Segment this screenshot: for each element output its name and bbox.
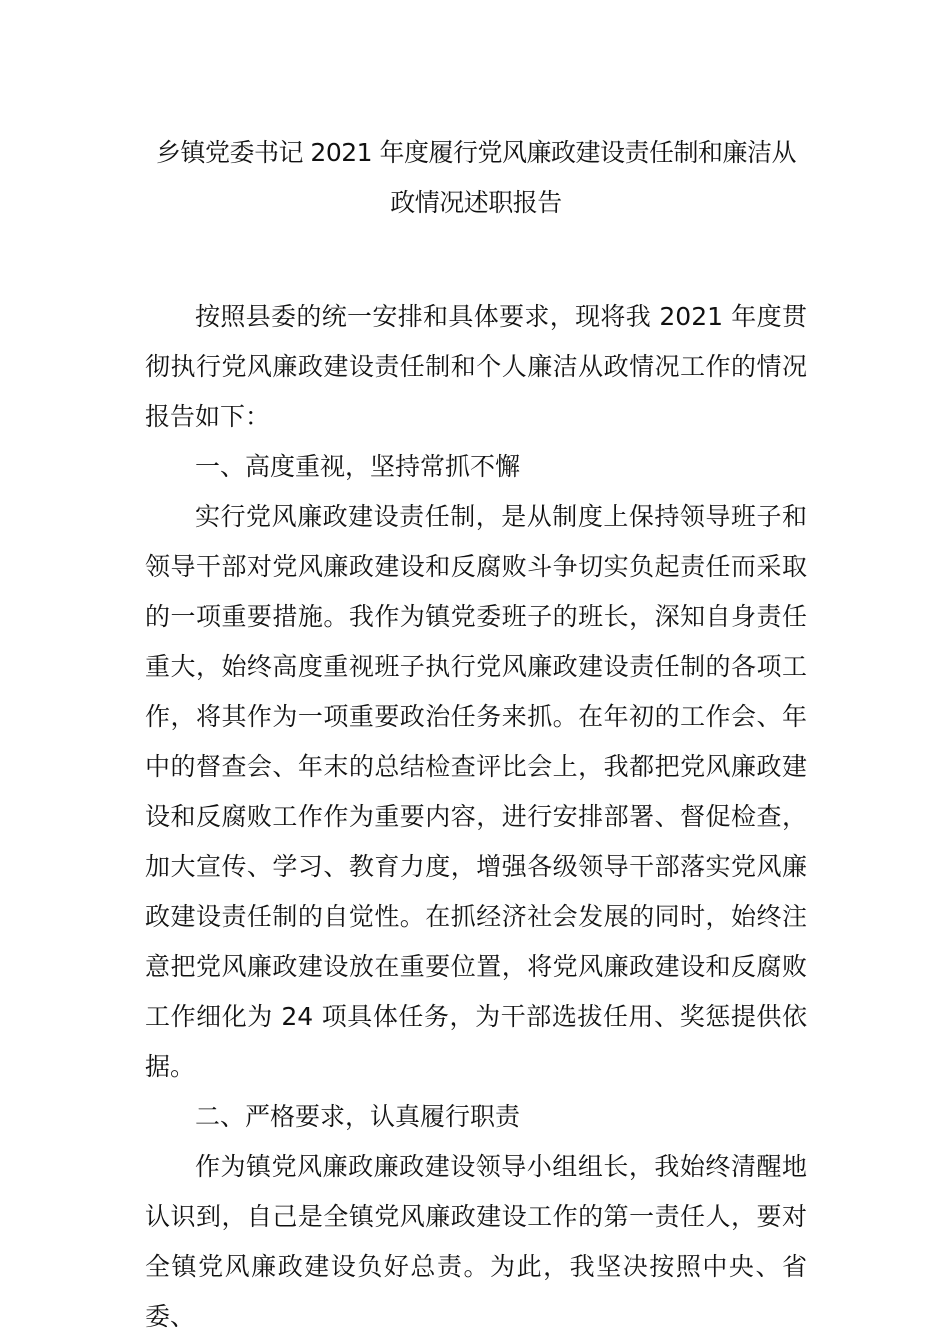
section-2-paragraph: 作为镇党风廉政廉政建设领导小组组长，我始终清醒地认识到，自己是全镇党风廉政建设工作的第一责任人，要对全镇党风廉政建设负好总责。为此，我坚决按照中央、省委、 [145, 1152, 807, 1331]
document-body [145, 292, 807, 1342]
title-line-1: 乡镇党委书记 2021 年度履行党风廉政建设责任制和廉洁从 [155, 138, 797, 167]
section-2-heading: 二、严格要求，认真履行职责 [195, 1102, 521, 1131]
section-1-paragraph: 实行党风廉政建设责任制，是从制度上保持领导班子和领导干部对党风廉政建设和反腐败斗争切实负起责任而采取的一项重要措施。我作为镇党委班子的班长，深知自身责任重大，始终高度重视班子执行党风廉政建设责任制的各项工作，将其作为一项重要政治任务来抓。在年初的工作会、年中的督查会、年末的总结检查评比会上，我都把党风廉政建设和反腐败工作作为重要内容，进行安排部署、督促检查，加大宣传、学习、教育力度，增强各级领导干部落实党风廉政建设责任制的自觉性。在抓经济社会发展的同时，始终注意把党风廉政建设放在重要位置，将党风廉政建设和反腐败工作细化为 24 项具体任务，为干部选拔任用、奖惩提供依据。 [145, 502, 807, 1081]
intro-paragraph: 按照县委的统一安排和具体要求，现将我 2021 年度贯彻执行党风廉政建设责任制和个人廉洁从政情况工作的情况报告如下： [145, 302, 807, 431]
section-1-heading: 一、高度重视，坚持常抓不懈 [195, 452, 521, 481]
document-title [145, 128, 807, 228]
title-line-2: 政情况述职报告 [390, 188, 562, 217]
document-content [145, 128, 807, 1342]
